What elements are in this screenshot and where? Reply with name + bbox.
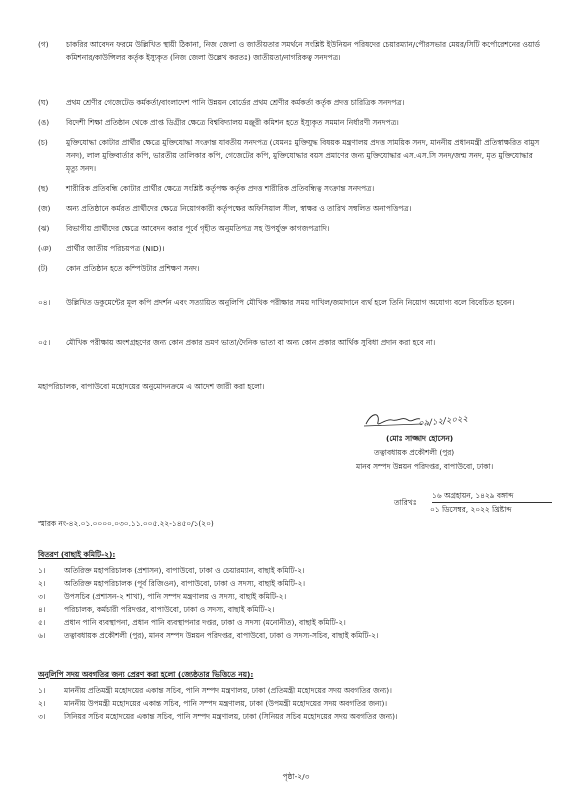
memo-number: স্মারক নং-৪২.০১.০০০০.০৩০.১১.০০৫.২২-১৪৫০/১(২০): [38, 519, 214, 528]
item-text: তত্বাবধায়ক প্রকৌশলী (পুর), মানব সম্পদ উন্নয়ন পরিদপ্তর, বাপাউবো, ঢাকা ও সদস্য-সচিব, বাছাই কমিটি-২।: [64, 631, 379, 640]
item-marker: ১।: [38, 566, 46, 575]
item-text: সিনিয়র সচিব মহোদয়ের একান্ত সচিব, পানি সম্পদ মন্ত্রণালয়, ঢাকা (সিনিয়র সচিব মহোদয়ের সদয় অবগতির জন্য)।: [64, 712, 398, 721]
item-text: মুক্তিযোদ্ধা কোটার প্রার্থীর ক্ষেত্রে মুক্তিযোদ্ধা সংক্রান্ত যাবতীয় সনদপত্র (যেমনঃ মুক্তিযুদ্ধ বিষয়ক মন্ত্রণালয় প্রদত্ত সাময়িক সনদ, মাননীয় প্রধানমন্ত্রী প্রতিস্বাক্ষরিত বামুস সনদ), লাল মুক্তিবার্তার কপি, ভারতীয় তালিকার কপি, গেজেটের কপি, মুক্তিযোদ্ধার বয়স প্রমাণের জন্য মুক্তিযোদ্ধার এস.এস.সি সনদ/জন্ম সনদ, মৃত মুক্তিযোদ্ধার মৃত্যু সনদ।: [66, 138, 540, 173]
item-marker: ১।: [38, 686, 46, 695]
item-text: চাকরির আবেদন ফরমে উল্লিখিত স্থায়ী ঠিকানা, নিজ জেলা ও জাতীয়তার সমর্থনে সংশ্লিষ্ট ইউনিয়ন পরিষদের চেয়ারম্যান/পৌরসভার মেয়র/সিটি কর্পোরেশনের ওয়ার্ড কমিশনার/কাউন্সিলর কর্তৃক ইস্যুকৃত (নিজ জেলা উল্লেখ করতঃ) জাতীয়তা/নাগরিকত্ব সনদপত্র।: [66, 40, 540, 62]
item-text: কোন প্রতিষ্ঠান হতে কম্পিউটার প্রশিক্ষণ সনদ।: [66, 264, 200, 273]
item-marker: (চ): [38, 138, 48, 147]
bangla-date: ১৬ অগ্রহায়ন, ১৪২৯ বঙ্গাব্দ: [432, 489, 552, 503]
item-marker: (ঙ): [38, 118, 50, 127]
paragraph-number: ০৪।: [38, 298, 51, 307]
item-marker: (ঘ): [38, 98, 49, 107]
item-text: বিদেশী শিক্ষা প্রতিষ্ঠান থেকে প্রাপ্ত ডিগ্রীর ক্ষেত্রে বিশ্ববিদ্যালয় মঞ্জুরী কমিশন হতে ইস্যুকৃত সমমান নির্ধারণী সনদপত্র।: [66, 118, 399, 127]
item-text: অতিরিক্ত মহাপরিচালক (পূর্ব রিজিওন), বাপাউবো, ঢাকা ও সদস্য, বাছাই কমিটি-২।: [64, 579, 306, 588]
item-text: বিভাগীয় প্রার্থীদের ক্ষেত্রে আবেদন করার পূর্বে গৃহীত অনুমতিপত্র সহ উপর্যুক্ত কাগজপত্রাদি।: [66, 224, 330, 233]
paragraph-text: উল্লিখিত ডকুমেন্টের মূল কপি প্রদর্শন এবং সত্যায়িত অনুলিপি মৌখিক পরীক্ষার সময় দাখিল/জমাদানে ব্যর্থ হলে তিনি নিয়োগ অযোগ্য বলে বিবেচিত হবেন।: [66, 298, 515, 307]
item-marker: (গ): [38, 40, 49, 49]
item-marker: ৩।: [38, 592, 46, 601]
item-text: শারীরিক প্রতিবন্ধি কোটার প্রার্থীর ক্ষেত্রে সংশ্লিষ্ট কর্তৃপক্ষ কর্তৃক প্রদত্ত শারীরিক প্রতিবন্ধিত্ব সংক্রান্ত সনদপত্র।: [66, 184, 375, 193]
paragraph-number: ০৫।: [38, 338, 51, 347]
item-marker: ৫।: [38, 618, 46, 627]
distribution-heading: বিতরণ (বাছাই কমিটি-২):: [38, 550, 116, 559]
item-marker: ২।: [38, 579, 46, 588]
item-marker: ৬।: [38, 631, 46, 640]
item-text: উপসচিব (প্রশাসন-২ শাখা), পানি সম্পদ মন্ত্রণালয় ও সদস্য, বাছাই কমিটি-২।: [64, 592, 287, 601]
signatory-designation: তত্বাবধায়ক প্রকৌশলী (পুর): [374, 448, 455, 457]
signatory-name: (মোঃ সাজ্জাদ হোসেন): [386, 434, 454, 443]
item-text: অন্য প্রতিষ্ঠানে কর্মরত প্রার্থীদের ক্ষেত্রে নিয়োগকারী কর্তৃপক্ষের অফিসিয়াল সীল, স্বাক্ষর ও তারিখ সম্বলিত অনাপত্তিপত্র।: [66, 204, 412, 213]
item-text: মাননীয় উপমন্ত্রী মহোদয়ের একান্ত সচিব, পানি সম্পদ মন্ত্রণালয়, ঢাকা (উপমন্ত্রী মহোদয়ের সদয় অবগতির জন্য)।: [64, 699, 388, 708]
item-text: মাননীয় প্রতিমন্ত্রী মহোদয়ের একান্ত সচিব, পানি সম্পদ মন্ত্রণালয়, ঢাকা (প্রতিমন্ত্রী মহোদয়ের সদয় অবগতির জন্য)।: [64, 686, 392, 695]
english-date: ০১ ডিসেম্বর, ২০২২ খ্রিষ্টাব্দ: [430, 505, 512, 514]
page-number: পৃষ্ঠা-২/৩: [282, 772, 310, 781]
date-label: তারিখঃ: [394, 498, 417, 507]
item-text: প্রধান পানি ব্যবস্থাপনা, প্রধান পানি ব্যবস্থাপনার দপ্তর, ঢাকা ও সদস্য (মনোনীত), বাছাই কমিটি-২।: [64, 618, 346, 627]
item-text: পরিচালক, কর্মচারী পরিদপ্তর, বাপাউবো, ঢাকা ও সদস্য, বাছাই কমিটি-২।: [64, 605, 275, 614]
item-text: অতিরিক্ত মহাপরিচালক (প্রশাসন), বাপাউবো, ঢাকা ও চেয়ারম্যান, বাছাই কমিটি-২।: [64, 566, 305, 575]
paragraph-text: মৌখিক পরীক্ষায় অংশগ্রহণের জন্য কোন প্রকার ভ্রমণ ভাতা/দৈনিক ভাতা বা অন্য কোন প্রকার আর্থিক সুবিধা প্রদান করা হবে না।: [66, 338, 436, 347]
item-marker: ৩।: [38, 712, 46, 721]
item-marker: ২।: [38, 699, 46, 708]
item-text: প্রথম শ্রেণীর গেজেটেড কর্মকর্তা/বাংলাদেশ পানি উন্নয়ন বোর্ডের প্রথম শ্রেণীর কর্মকর্তা কর্তৃক প্রদত্ত চারিত্রিক সনদপত্র।: [66, 98, 405, 107]
copies-heading: অনুলিপি সদয় অবগতির জন্য প্রেরণ করা হলো (জ্যেষ্ঠতার ভিত্তিতে নয়):: [38, 670, 254, 679]
item-marker: (ছ): [38, 184, 49, 193]
item-text: প্রার্থীর জাতীয় পরিচয়পত্র (NID)।: [66, 244, 165, 253]
item-marker: (ঝ): [38, 224, 50, 233]
item-marker: ৪।: [38, 605, 46, 614]
item-marker: (ঞ): [38, 244, 52, 253]
item-marker: (জ): [38, 204, 51, 213]
approval-line: মহাপরিচালক, বাপাউবো মহোদয়ের অনুমোদনক্রমে এ আদেশ জারী করা হলো।: [38, 382, 265, 391]
signature-date: ০৯/১২/২০২২: [417, 414, 469, 430]
signatory-office: মানব সম্পদ উন্নয়ন পরিদপ্তর, বাপাউবো, ঢাকা।: [356, 462, 494, 471]
item-marker: (ট): [38, 264, 48, 273]
